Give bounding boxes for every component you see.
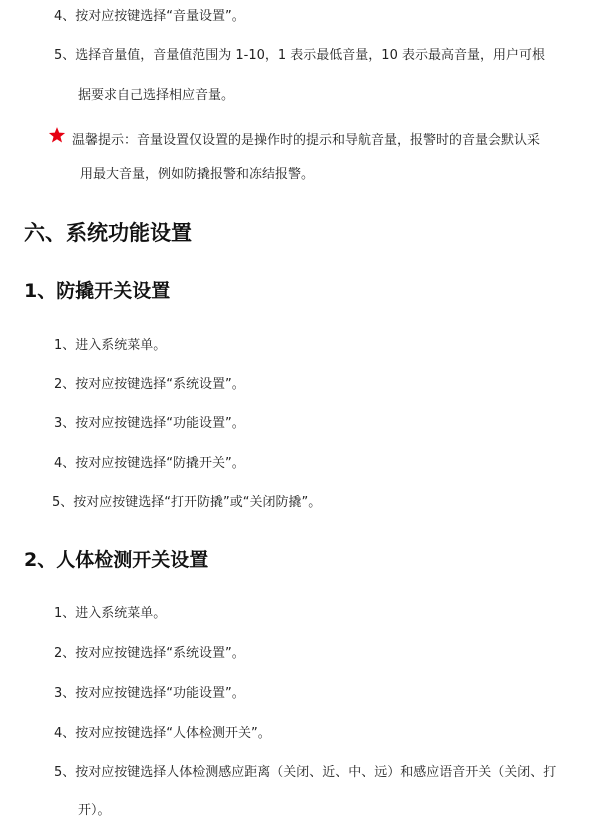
step-text: 4、按对应按键选择“音量设置”。	[54, 9, 245, 24]
star-icon	[48, 126, 66, 144]
step-text: 3、按对应按键选择“功能设置”。	[54, 686, 245, 701]
step-text: 5、按对应按键选择“打开防撬”或“关闭防撬”。	[52, 495, 322, 510]
step-text-continued: 开）。	[78, 803, 111, 818]
step-text-continued: 据要求自己选择相应音量。	[78, 88, 235, 103]
step-text: 5、按对应按键选择人体检测感应距离（关闭、近、中、远）和感应语音开关（关闭、打	[54, 765, 557, 780]
subsection-title: 1、防撬开关设置	[24, 280, 171, 302]
section-title: 六、系统功能设置	[24, 221, 192, 245]
step-text: 4、按对应按键选择“人体检测开关”。	[54, 726, 271, 741]
step-text: 5、选择音量值，音量值范围为 1-10，1 表示最低音量，10 表示最高音量，用户可根	[54, 48, 545, 63]
step-text: 3、按对应按键选择“功能设置”。	[54, 416, 245, 431]
tip-text-continued: 用最大音量，例如防撬报警和冻结报警。	[80, 167, 315, 182]
step-text: 2、按对应按键选择“系统设置”。	[54, 377, 245, 392]
step-text: 1、进入系统菜单。	[54, 606, 167, 621]
step-text: 1、进入系统菜单。	[54, 338, 167, 353]
step-text: 4、按对应按键选择“防撬开关”。	[54, 456, 245, 471]
step-text: 2、按对应按键选择“系统设置”。	[54, 646, 245, 661]
tip-text: 温馨提示：音量设置仅设置的是操作时的提示和导航音量，报警时的音量会默认采	[72, 133, 541, 148]
subsection-title: 2、人体检测开关设置	[24, 549, 209, 571]
